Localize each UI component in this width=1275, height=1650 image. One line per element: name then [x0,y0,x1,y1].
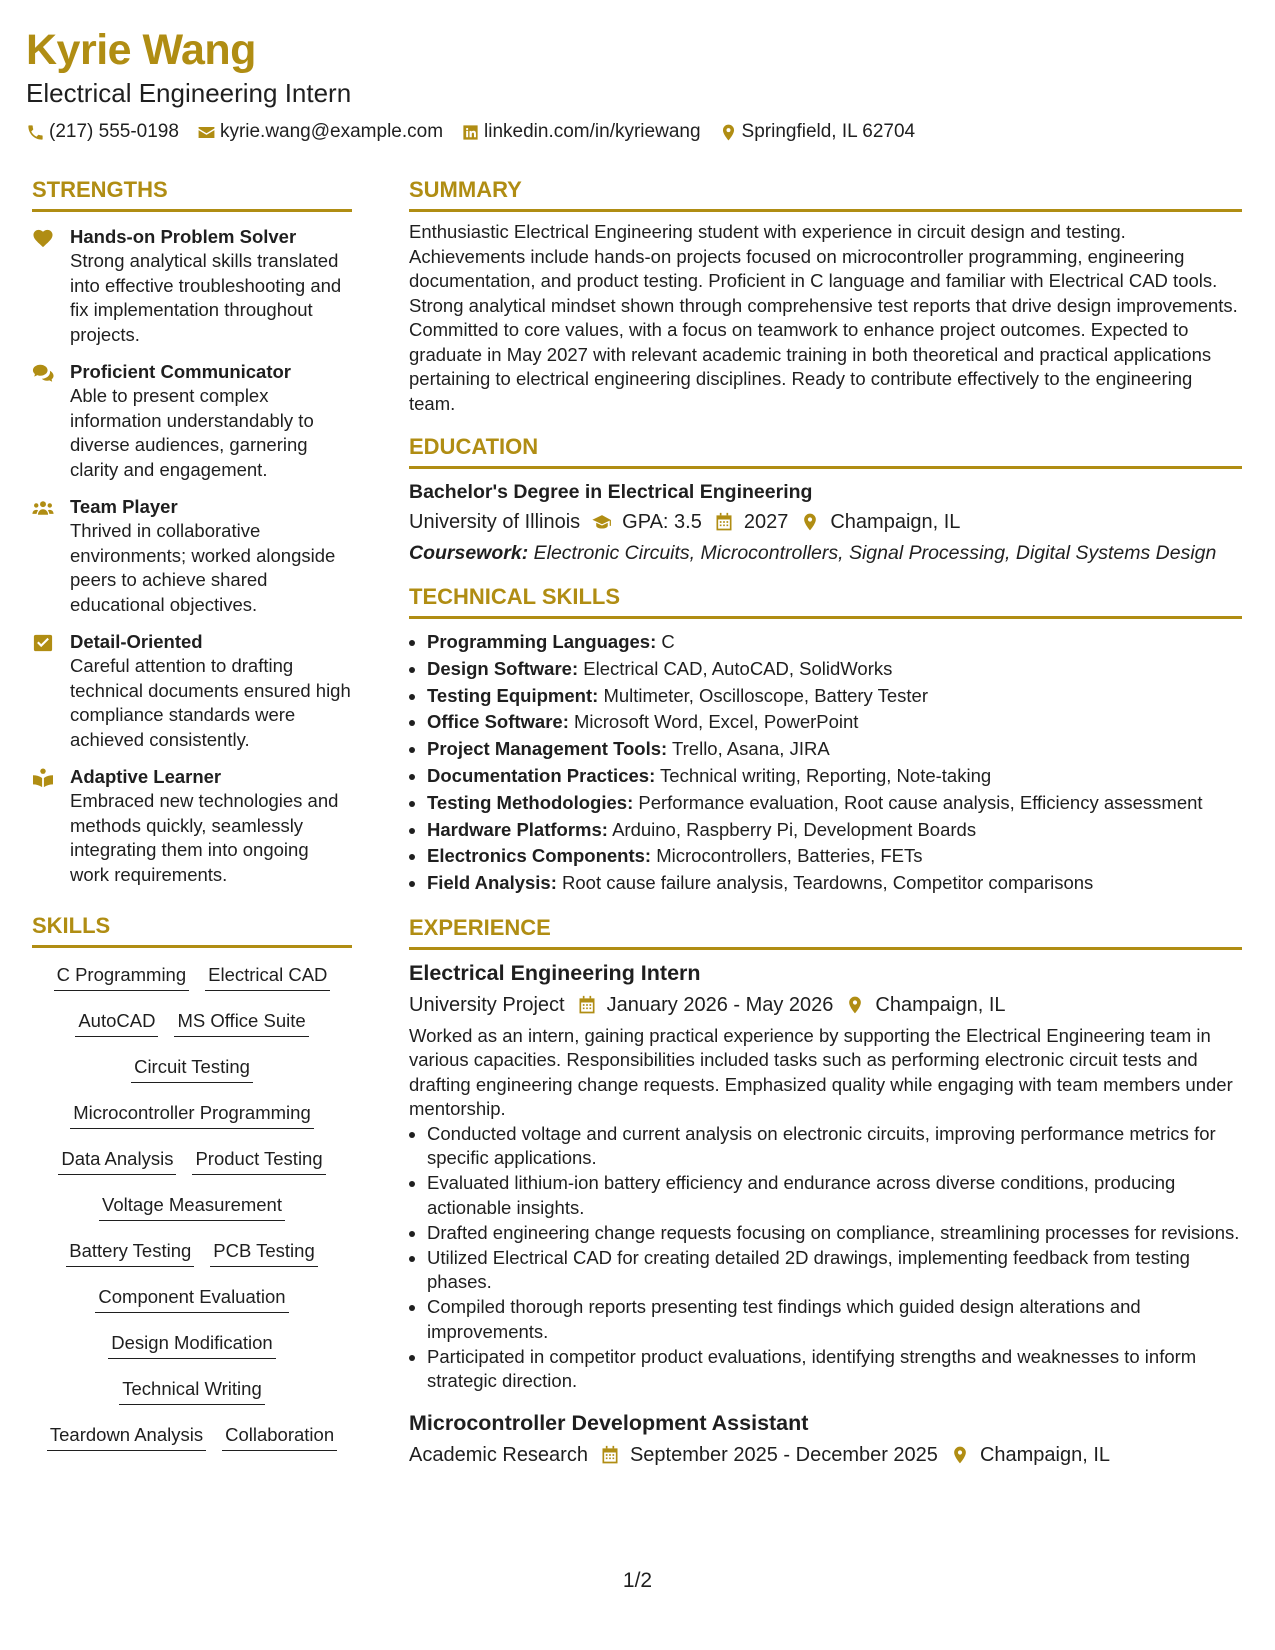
skill-label: Electronics Components: [427,845,652,867]
education-meta [409,507,1242,537]
strength-item [32,495,352,617]
skills-tags [32,962,352,1468]
checkbox-icon [32,633,54,653]
users-icon [32,498,54,518]
left-column [32,175,352,1468]
job-summary: Worked as an intern, gaining practical experience by supporting the Electrical Engineering team in various capacities. Responsibilities included tasks such as performing electronic circuit tests and drafting engineering change requests. Emphasized quality while engaging with team members under mentorship. [409,1024,1233,1120]
graduation-year: 2027 [743,511,789,533]
list-item: • Drafted engineering change requests focusing on compliance, streamlining processes for revisions. [427,1221,1242,1246]
education-heading: EDUCATION [409,432,1242,469]
summary-heading: SUMMARY [409,175,1242,212]
job-bullets [409,1122,1242,1394]
skill-tag: AutoCAD [75,1008,158,1037]
map-pin-icon [800,512,820,532]
list-item: • Evaluated lithium-ion battery efficiency and endurance across diverse conditions, producing actionable insights. [427,1171,1242,1220]
list-item [427,629,1242,656]
skill-tag: PCB Testing [210,1238,317,1267]
skill-label: Design Software: [427,657,579,679]
education-section [409,432,1242,566]
skill-tag: Electrical CAD [205,962,330,991]
map-pin-icon [950,1445,970,1465]
strength-desc: Careful attention to drafting technical documents ensured high compliance standards were achieved consistently. [70,655,351,750]
job-location: Champaign, IL [979,1443,1111,1466]
job-dates: January 2026 - May 2026 [606,993,834,1016]
skill-value: Root cause failure analysis, Teardowns, Competitor comparisons [562,872,1094,894]
job-title: Microcontroller Development Assistant [409,1410,809,1435]
skill-label: Office Software: [427,711,569,733]
strength-desc: Strong analytical skills translated into effective troubleshooting and fix implementation throughout projects. [70,250,342,345]
school-location: Champaign, IL [830,511,961,533]
list-item [427,736,1242,763]
strengths-heading: STRENGTHS [32,175,352,212]
skill-tag: Component Evaluation [95,1284,288,1313]
job-entry [409,1408,1242,1470]
list-item [427,709,1242,736]
technical-skills-list [409,629,1242,897]
contact-email[interactable] [197,120,443,144]
resume-header [26,24,1256,144]
skill-tag: Collaboration [222,1422,337,1451]
skill-label: Project Management Tools: [427,738,668,760]
skills-section [32,911,352,1468]
skill-tag: MS Office Suite [174,1008,308,1037]
skill-tag: Circuit Testing [131,1054,253,1083]
skill-value: Technical writing, Reporting, Note-taking [660,764,992,786]
list-item: • Utilized Electrical CAD for creating detailed 2D drawings, implementing feedback from testing phases. [427,1246,1242,1295]
phone-icon [26,123,45,142]
coursework [409,541,1242,566]
contact-linkedin-text[interactable]: linkedin.com/in/kyriewang [484,121,701,142]
skill-value: C [661,631,675,652]
coursework-label: Coursework: [409,542,529,564]
summary-text: Enthusiastic Electrical Engineering student with experience in circuit design and testing. Achievements include hands-on projects focused on microcontroller programming, engineering documentation, and product testing. Proficient in C language and familiar with Electrical CAD tools. Strong analytical mindset shown through comprehensive test reports that drive design improvements. Committed to core values, with a focus on teamwork to enhance project outcomes. Expected to graduate in May 2027 with relevant academic training in both theoretical and practical applications pertaining to electrical engineering disciplines. Ready to contribute effectively to the engineering team. [409,221,1238,414]
strength-title: Team Player [70,496,178,517]
contact-bar [26,120,1256,144]
contact-linkedin[interactable] [461,120,701,144]
school-name: University of Illinois [409,511,581,533]
strength-desc: Embraced new technologies and methods quickly, seamlessly integrating them into ongoing work requirements. [70,790,339,885]
skill-tag: C Programming [54,962,190,991]
job-meta [409,990,1242,1020]
list-item: • Conducted voltage and current analysis on electronic circuits, improving performance metrics for specific applications. [427,1122,1242,1171]
map-pin-icon [719,123,738,142]
skill-tag: Data Analysis [58,1146,176,1175]
skill-tag: Teardown Analysis [47,1422,206,1451]
strength-title: Adaptive Learner [70,766,222,787]
job-meta [409,1440,1242,1470]
list-item [427,763,1242,790]
skill-label: Documentation Practices: [427,764,656,786]
technical-skills-section [409,582,1242,897]
degree-title: Bachelor's Degree in Electrical Engineering [409,481,813,503]
envelope-icon [197,123,216,142]
list-item [427,790,1242,817]
skill-value: Performance evaluation, Root cause analysis, Efficiency assessment [638,791,1203,813]
map-pin-icon [845,995,865,1015]
list-item: • Compiled thorough reports presenting test findings which guided design alterations and improvements. [427,1295,1242,1344]
contact-phone [26,120,179,144]
job-dates: September 2025 - December 2025 [629,1443,938,1466]
strength-desc: Thrived in collaborative environments; worked alongside peers to achieve shared educational objectives. [70,520,336,615]
contact-email-text[interactable]: kyrie.wang@example.com [219,121,444,142]
skill-tag: Microcontroller Programming [70,1100,313,1129]
contact-location-text: Springfield, IL 62704 [741,121,916,142]
heart-icon [32,228,54,248]
skill-label: Field Analysis: [427,872,557,894]
skill-label: Testing Equipment: [427,684,599,706]
skill-value: Microcontrollers, Batteries, FETs [656,845,923,867]
list-item [427,817,1242,844]
skill-value: Multimeter, Oscilloscope, Battery Tester [603,684,928,706]
coursework-list: Electronic Circuits, Microcontrollers, Signal Processing, Digital Systems Design [533,542,1217,564]
strengths-section [32,175,352,887]
strength-title: Proficient Communicator [70,361,291,382]
job-location: Champaign, IL [875,993,1006,1016]
calendar-icon [714,512,734,532]
strength-desc: Able to present complex information understandably to diverse audiences, garnering clarity and engagement. [70,385,314,480]
skill-value: Arduino, Raspberry Pi, Development Boards [612,818,977,840]
skill-tag: Design Modification [108,1330,275,1359]
strength-item [32,765,352,887]
contact-location [719,120,916,144]
linkedin-icon [461,123,480,142]
candidate-name: Kyrie Wang [26,26,256,74]
skill-value: Electrical CAD, AutoCAD, SolidWorks [583,657,893,679]
experience-section [409,913,1242,1470]
skill-label: Testing Methodologies: [427,791,634,813]
strengths-list [32,225,352,887]
skill-value: Trello, Asana, JIRA [672,738,830,760]
list-item [427,843,1242,870]
strength-item [32,225,352,347]
page-number: 1/2 [622,1569,653,1592]
skill-tag: Product Testing [192,1146,325,1175]
job-entry [409,958,1242,1394]
experience-heading: EXPERIENCE [409,913,1242,950]
calendar-icon [577,995,597,1015]
skill-value: Microsoft Word, Excel, PowerPoint [574,711,859,733]
job-org: Academic Research [409,1443,588,1466]
skill-tag: Voltage Measurement [99,1192,285,1221]
skill-label: Programming Languages: [427,631,657,652]
candidate-title: Electrical Engineering Intern [26,78,352,108]
strength-title: Detail-Oriented [70,631,203,652]
strength-title: Hands-on Problem Solver [70,226,297,247]
chat-bubbles-icon [32,363,54,383]
skills-heading: SKILLS [32,911,352,948]
calendar-icon [600,1445,620,1465]
job-title: Electrical Engineering Intern [409,960,701,985]
graduation-cap-icon [592,512,612,532]
skill-label: Hardware Platforms: [427,818,608,840]
book-reader-icon [32,768,54,788]
list-item: • Participated in competitor product evaluations, identifying strengths and weaknesses to inform strategic direction. [427,1345,1242,1394]
list-item [427,656,1242,683]
summary-section [409,175,1242,416]
job-org: University Project [409,993,565,1016]
strength-item [32,360,352,482]
list-item [427,870,1242,897]
gpa-text: GPA: 3.5 [622,511,702,533]
skill-tag: Technical Writing [119,1376,265,1405]
technical-skills-heading: TECHNICAL SKILLS [409,582,1242,619]
list-item [427,683,1242,710]
strength-item [32,630,352,752]
contact-phone-text: (217) 555-0198 [49,121,179,142]
skill-tag: Battery Testing [66,1238,194,1267]
right-column [409,175,1242,1470]
